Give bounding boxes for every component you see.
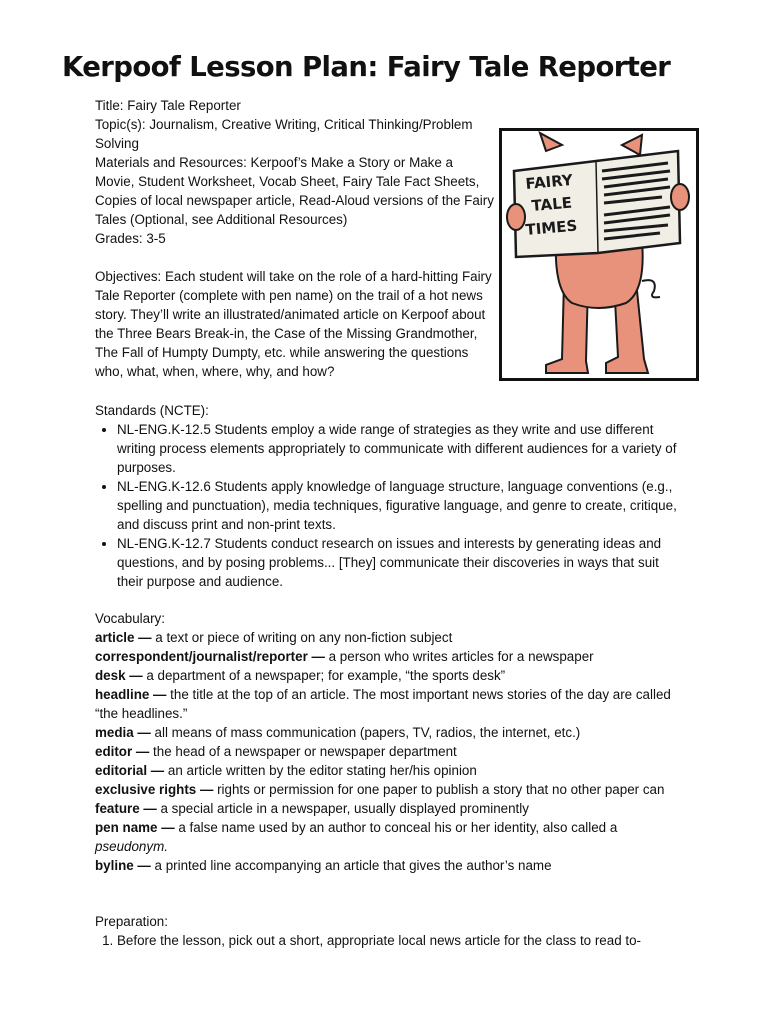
vocab-entry-desk	[95, 666, 680, 685]
vocab-term: feature —	[95, 801, 157, 816]
vocab-term: headline —	[95, 687, 167, 702]
standard-item: • NL-ENG.K-12.5 Students employ a wide range of strategies as they write and use different writing process elements appropriately to communicate with different audiences for a variety of purposes.	[117, 420, 680, 477]
preparation-steps	[95, 931, 680, 950]
page-title: Kerpoof Lesson Plan: Fairy Tale Reporter	[62, 51, 671, 83]
newspaper-masthead	[525, 171, 578, 239]
pig-right-ear	[622, 135, 642, 155]
vocab-definition: rights or permission for one paper to publish a story that no other paper can	[213, 782, 665, 797]
pig-tail	[642, 280, 660, 297]
vocab-entry-feature	[95, 799, 680, 818]
masthead-line-3: TIMES	[524, 216, 578, 239]
vocab-definition: all means of mass communication (papers, TV, radios, the internet, etc.)	[150, 725, 581, 740]
standard-item: • NL-ENG.K-12.7 Students conduct research on issues and interests by generating ideas and questions, and by posing problems... [They] communicate their discoveries in ways that suit their purpose and audience.	[117, 534, 680, 591]
preparation-section	[95, 912, 680, 950]
vocab-term: editorial —	[95, 763, 165, 778]
vocab-entry-pen-name	[95, 818, 680, 856]
vocab-entry-headline	[95, 685, 680, 723]
vocab-definition: the head of a newspaper or newspaper department	[149, 744, 457, 759]
info-topics: Topic(s): Journalism, Creative Writing, Critical Thinking/Problem Solving	[95, 117, 473, 151]
vocab-term: editor —	[95, 744, 150, 759]
vocab-term: article —	[95, 630, 152, 645]
vocab-term: byline —	[95, 858, 151, 873]
pig-left-hand	[507, 204, 525, 230]
vocab-definition: a text or piece of writing on any non-fiction subject	[151, 630, 453, 645]
vocab-entry-article	[95, 628, 680, 647]
vocab-term: pen name —	[95, 820, 175, 835]
vocab-definition: a department of a newspaper; for example, “the sports desk”	[142, 668, 506, 683]
vocab-term: desk —	[95, 668, 143, 683]
info-grades: Grades: 3-5	[95, 231, 166, 246]
standards-list	[95, 420, 680, 591]
vocab-term: media —	[95, 725, 151, 740]
vocab-definition: a printed line accompanying an article that gives the author’s name	[150, 858, 552, 873]
masthead-line-1: FAIRY	[524, 170, 574, 193]
vocab-entry-exclusive-rights	[95, 780, 680, 799]
vocab-definition: a false name used by an author to conceal his or her identity, also called a	[174, 820, 618, 835]
vocab-entry-editor	[95, 742, 680, 761]
vocab-entry-reporter	[95, 647, 680, 666]
masthead-line-2: TALE	[530, 193, 573, 215]
vocab-entry-editorial	[95, 761, 680, 780]
info-materials: Materials and Resources: Kerpoof’s Make a Story or Make a Movie, Student Worksheet, Vocab Sheet, Fairy Tale Fact Sheets, Copies of local newspaper article, Read-Aloud versions of the Fairy Tales (Optional, see Additional Resources)	[95, 155, 494, 227]
preparation-heading: Preparation:	[95, 914, 168, 929]
vocab-definition: the title at the top of an article. The most important news stories of the day are called “the headlines.”	[95, 687, 671, 721]
standards-section	[95, 401, 680, 591]
fairy-tale-times-illustration	[499, 128, 699, 381]
vocab-italic-term: pseudonym.	[95, 839, 168, 854]
vocab-definition: a special article in a newspaper, usually displayed prominently	[156, 801, 529, 816]
vocabulary-heading: Vocabulary:	[95, 611, 165, 626]
vocab-entry-byline	[95, 856, 680, 875]
standards-heading: Standards (NCTE):	[95, 403, 209, 418]
vocab-definition: a person who writes articles for a newspaper	[324, 649, 594, 664]
objectives: Objectives: Each student will take on the role of a hard-hitting Fairy Tale Reporter (complete with pen name) on the trail of a hot news story. They’ll write an illustrated/animated article on Kerpoof about the Three Bears Break-in, the Case of the Missing Grandmother, The Fall of Humpty Dumpty, etc. while answering the questions who, what, when, where, why, and how?	[95, 269, 492, 379]
standard-item: • NL-ENG.K-12.6 Students apply knowledge of language structure, language conventions (e.g., spelling and punctuation), media techniques, figurative language, and genre to create, critique, and discuss print and non-print texts.	[117, 477, 680, 534]
vocab-entry-media	[95, 723, 680, 742]
pig-reading-newspaper-illustration	[502, 131, 696, 378]
pig-right-hand	[671, 184, 689, 210]
vocab-term: correspondent/journalist/reporter —	[95, 649, 325, 664]
vocab-definition: an article written by the editor stating her/his opinion	[164, 763, 477, 778]
vocab-term: exclusive rights —	[95, 782, 214, 797]
vocabulary-section	[95, 609, 680, 875]
lesson-info	[95, 96, 495, 248]
info-title: Title: Fairy Tale Reporter	[95, 98, 241, 113]
preparation-step: 1. Before the lesson, pick out a short, appropriate local news article for the class to read to-	[117, 931, 680, 950]
pig-left-ear	[540, 133, 562, 151]
